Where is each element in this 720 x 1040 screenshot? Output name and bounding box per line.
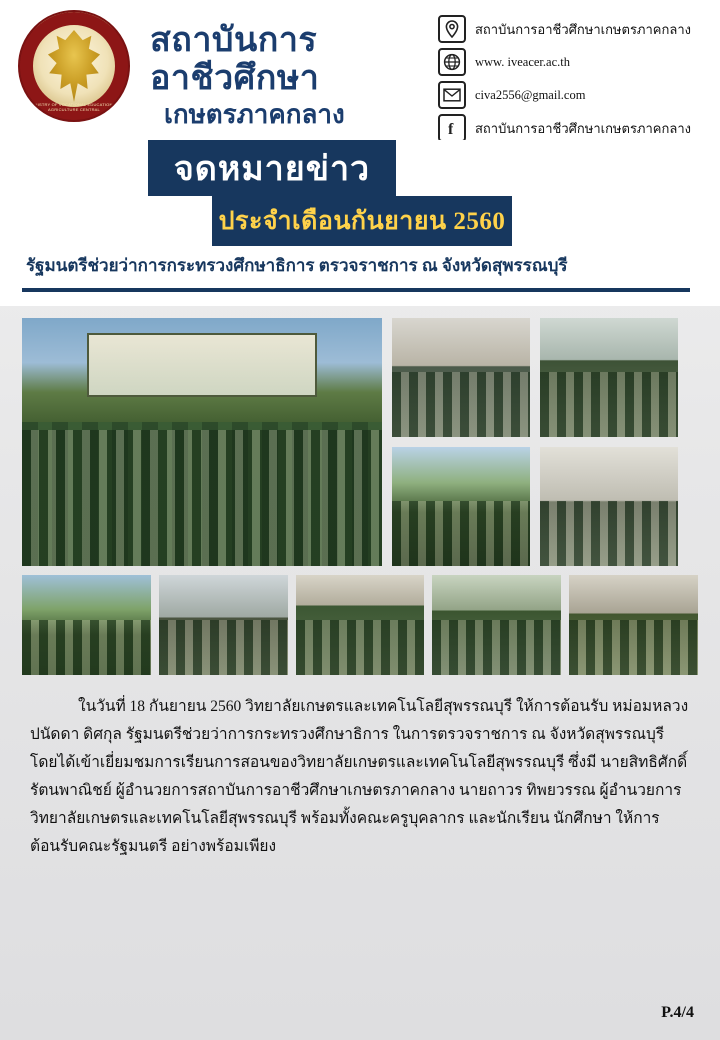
seal-ring-label: MINISTRY OF VOCATIONAL EDUCATION IN AGRICULTURE CENTRAL bbox=[29, 102, 119, 112]
contact-row-website[interactable] bbox=[438, 47, 708, 77]
newsletter-title-text: จดหมายข่าว bbox=[173, 151, 371, 188]
contact-list bbox=[438, 14, 708, 146]
photo-foreground bbox=[296, 620, 425, 675]
gallery-right-row-1 bbox=[392, 318, 678, 437]
newsletter-title-badge bbox=[148, 140, 396, 196]
gallery-row-top bbox=[22, 318, 698, 566]
photo-foreground bbox=[540, 372, 678, 437]
contact-website-text[interactable]: www. iveacer.ac.th bbox=[475, 54, 570, 69]
newsletter-month-text: ประจำเดือนกันยายน 2560 bbox=[218, 208, 506, 235]
organization-title bbox=[150, 22, 450, 130]
contact-row-address bbox=[438, 14, 708, 44]
globe-icon bbox=[438, 48, 466, 76]
photo-foreground bbox=[540, 501, 678, 566]
organization-name-line1: สถาบันการอาชีวศึกษา bbox=[150, 22, 320, 97]
photo-students-with-equipment bbox=[432, 575, 561, 675]
newsletter-banner bbox=[0, 140, 720, 248]
gallery-row-bottom bbox=[22, 575, 698, 675]
photo-pavilion-group bbox=[22, 575, 151, 675]
photo-field-demonstration bbox=[392, 447, 530, 566]
article-body-paragraph: ในวันที่ 18 กันยายน 2560 วิทยาลัยเกษตรและเทคโนโลยีสุพรรณบุรี ให้การต้อนรับ หม่อมหลวงปนัดดา ดิศกุล รัฐมนตรีช่วยว่าการกระทรวงศึกษาธิการ ในการตรวจราชการ ณ จังหวัดสุพรรณบุรี โดยได้เข้าเยี่ยมชมการเรียนการสอนของวิทยาลัยเกษตรและเทคโนโลยีสุพรรณบุรี ซึ่งมี นายสิทธิศักดิ์ รัตนพาณิชย์ ผู้อำนวยการสถาบันการอาชีวศึกษาเกษตรภาคกลาง นายถาวร ทิพยวรรณ ผู้อำนวยการวิทยาลัยเกษตรและเทคโนโลยีสุพรรณบุรี พร้อมทั้งคณะครูบุคลากร และนักเรียน นักศึกษา ให้การต้อนรับคณะรัฐมนตรี อย่างพร้อมเพียง bbox=[30, 698, 689, 855]
photo-handover-ceremony bbox=[569, 575, 698, 675]
photo-group-award-ceremony bbox=[22, 318, 382, 566]
photo-foreground bbox=[159, 620, 288, 675]
photo-foreground bbox=[392, 501, 530, 566]
photo-officials-walking-tour bbox=[540, 318, 678, 437]
facebook-icon bbox=[438, 114, 466, 142]
photo-meeting-room bbox=[159, 575, 288, 675]
contact-email-text[interactable]: civa2556@gmail.com bbox=[475, 87, 586, 102]
photo-equipment-display bbox=[540, 447, 678, 566]
photo-foreground bbox=[569, 620, 698, 675]
article-body bbox=[0, 675, 720, 861]
gallery-right-row-2 bbox=[392, 447, 678, 566]
svg-text:f: f bbox=[448, 121, 454, 137]
contact-address-text: สถาบันการอาชีวศึกษาเกษตรภาคกลาง bbox=[475, 21, 691, 37]
photo-foreground bbox=[432, 620, 561, 675]
photo-gallery bbox=[0, 306, 720, 675]
newsletter-month-badge bbox=[212, 196, 512, 246]
photo-exhibition-booth-visit bbox=[392, 318, 530, 437]
photo-foreground bbox=[22, 430, 382, 566]
contact-facebook-text[interactable]: สถาบันการอาชีวศึกษาเกษตรภาคกลาง bbox=[475, 120, 691, 136]
envelope-icon bbox=[438, 81, 466, 109]
photo-product-stall bbox=[296, 575, 425, 675]
institute-seal-logo bbox=[18, 10, 130, 122]
article-headline-block bbox=[0, 248, 720, 306]
location-pin-icon bbox=[438, 15, 466, 43]
article-headline: รัฐมนตรีช่วยว่าการกระทรวงศึกษาธิการ ตรวจราชการ ณ จังหวัดสุพรรณบุรี bbox=[26, 256, 568, 275]
page-number: P.4/4 bbox=[661, 1004, 694, 1021]
photo-foreground bbox=[22, 620, 151, 675]
headline-divider bbox=[22, 288, 690, 292]
contact-row-email[interactable] bbox=[438, 80, 708, 110]
organization-name-line2: เกษตรภาคกลาง bbox=[164, 100, 345, 129]
gallery-right-column bbox=[392, 318, 678, 566]
page-header bbox=[0, 0, 720, 140]
photo-foreground bbox=[392, 372, 530, 437]
contact-row-facebook[interactable] bbox=[438, 113, 708, 143]
